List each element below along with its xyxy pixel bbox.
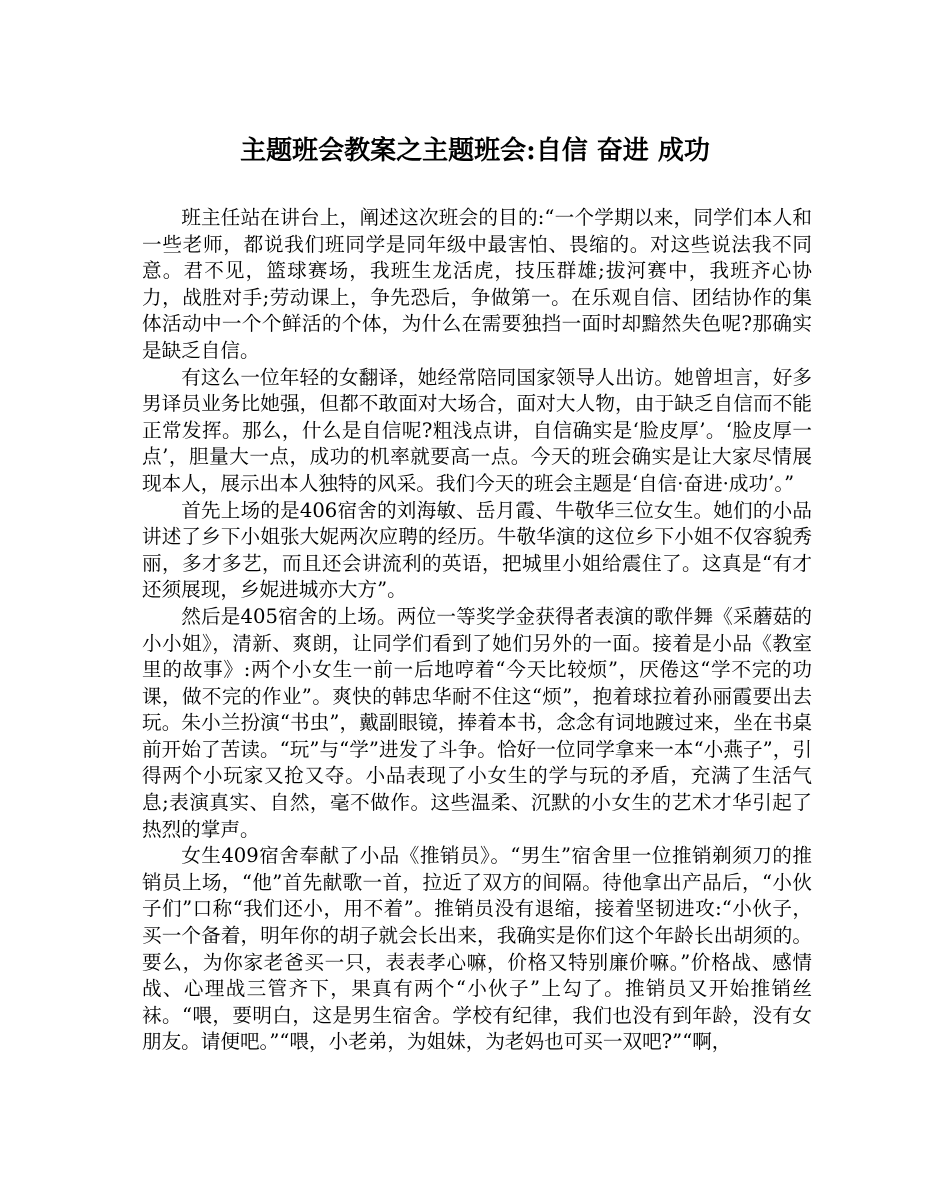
- paragraph-2: 有这么一位年轻的女翻译，她经常陪同国家领导人出访。她曾坦言，好多男译员业务比她强，但都不敢面对大场合，面对大人物，由于缺乏自信而不能正常发挥。那么，什么是自信呢?粗浅点讲，自信确实是‘脸皮厚’。‘脸皮厚一点’，胆量大一点，成功的机率就要高一点。今天的班会确实是让大家尽情展现本人，展示出本人独特的风采。我们今天的班会主题是‘自信·奋进·成功’。”: [142, 365, 812, 495]
- paragraph-5: 女生409宿舍奉献了小品《推销员》。“男生”宿舍里一位推销剃须刀的推销员上场，“他”首先献歌一首，拉近了双方的间隔。待他拿出产品后，“小伙子们”口称“我们还小，用不着”。推销员没有退缩，接着坚韧进攻:“小伙子，买一个备着，明年你的胡子就会长出来，我确实是你们这个年龄长出胡须的。要么，为你家老爸买一只，表表孝心嘛，价格又特别廉价嘛。”价格战、感情战、心理战三管齐下，果真有两个“小伙子”上勾了。推销员又开始推销丝袜。“喂，要明白，这是男生宿舍。学校有纪律，我们也没有到年龄，没有女朋友。请便吧。”“喂，小老弟，为姐妹，为老妈也可买一双吧?”“啊，: [142, 844, 812, 1054]
- document-body: [142, 205, 832, 1056]
- document-title: 主题班会教案之主题班会:自信 奋进 成功: [240, 136, 710, 166]
- paragraph-4: 然后是405宿舍的上场。两位一等奖学金获得者表演的歌伴舞《采蘑菇的小小姐》，清新、爽朗，让同学们看到了她们另外的一面。接着是小品《教室 里的故事》:两个小女生一前一后地哼着“今天比较烦”，厌倦这“学不完的功课，做不完的作业”。爽快的韩忠华耐不住这“烦”，抱着球拉着孙丽霞要出去玩。朱小兰扮演“书虫”，戴副眼镜，捧着本书，念念有词地踱过来，坐在书桌前开始了苦读。“玩”与“学”进发了斗争。恰好一位同学拿来一本“小燕子”，引得两个小玩家又抢又夺。小品表现了小女生的学与玩的矛盾，充满了生活气息;表演真实、自然，毫不做作。这些温柔、沉默的小女生的艺术才华引起了热烈的掌声。: [142, 604, 832, 841]
- paragraph-1: 班主任站在讲台上，阐述这次班会的目的:“一个学期以来，同学们本人和一些老师，都说我们班同学是同年级中最害怕、畏缩的。对这些说法我不同意。君不见，篮球赛场，我班生龙活虎，技压群雄;拔河赛中，我班齐心协力，战胜对手;劳动课上，争先恐后，争做第一。在乐观自信、团结协作的集体活动中一个个鲜活的个体，为什么在需要独挡一面时却黯然失色呢?那确实是缺乏自信。: [142, 206, 812, 362]
- paragraph-3: 首先上场的是406宿舍的刘海敏、岳月霞、牛敬华三位女生。她们的小品讲述了乡下小姐张大妮两次应聘的经历。牛敬华演的这位乡下小姐不仅容貌秀丽，多才多艺，而且还会讲流利的英语，把城里小姐给震住了。这真是“有才还须展现，乡妮进城亦大方”。: [142, 498, 812, 602]
